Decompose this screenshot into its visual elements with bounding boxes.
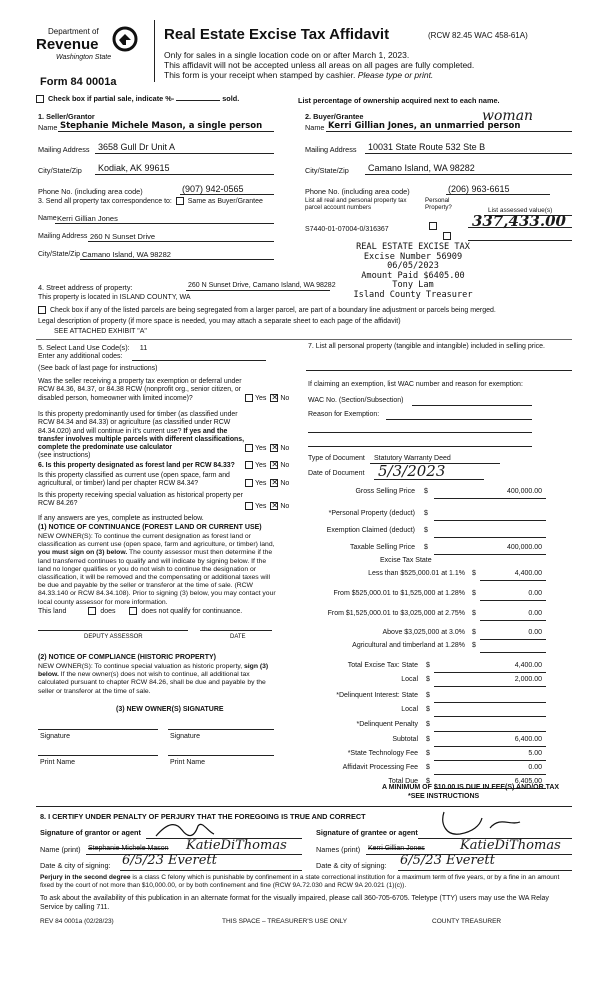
q-historic-answer: Yes ✕ No bbox=[243, 502, 289, 510]
partial-sale-row: Check box if partial sale, indicate %- sold. bbox=[36, 94, 239, 103]
land-does-checkbox[interactable] bbox=[88, 607, 96, 615]
subtitle-2: This affidavit will not be accepted unless all areas on all pages are fully completed. bbox=[164, 60, 475, 70]
minimum-note: A MINIMUM OF $10.00 IS DUE IN FEE(S) AND/OR TAX bbox=[382, 784, 560, 791]
taxable-label: Taxable Selling Price bbox=[350, 544, 415, 551]
buyer-mailing-label: Mailing Address bbox=[305, 145, 357, 154]
stamp-line-3: 06/05/2023 bbox=[387, 261, 439, 272]
buyer-mailing-field[interactable]: 10031 State Route 532 Ste B bbox=[368, 142, 486, 152]
print1-label: Print Name bbox=[40, 759, 76, 766]
stamp-line-1: REAL ESTATE EXCISE TAX bbox=[356, 242, 470, 252]
total-state-currency: $ bbox=[426, 662, 430, 669]
tier2-field[interactable]: 0.00 bbox=[528, 590, 542, 597]
grantee-print-scribble[interactable]: KatieDiThomas bbox=[460, 838, 561, 853]
seller-name-label: Name bbox=[38, 123, 58, 132]
dept-line-2: Revenue bbox=[36, 36, 99, 53]
grantee-name-field[interactable]: Kerri Gillian Jones bbox=[368, 845, 425, 852]
corr-mailing-field[interactable]: 260 N Sunset Drive bbox=[90, 232, 156, 241]
wac-label: WAC No. (Section/Subsection) bbox=[308, 397, 404, 404]
notice-continuance-heading: (1) NOTICE OF CONTINUANCE (FOREST LAND OR CURRENT USE) bbox=[38, 524, 262, 531]
dept-line-3: Washington State bbox=[56, 54, 112, 61]
if-any-note: If any answers are yes, complete as instructed below. bbox=[38, 515, 204, 522]
ownership-note: List percentage of ownership acquired next to each name. bbox=[298, 96, 500, 105]
buyer-phone-label: Phone No. (including area code) bbox=[305, 187, 410, 196]
total-currency: $ bbox=[426, 778, 430, 785]
exemption-label: If claiming an exemption, list WAC number and reason for exemption: bbox=[308, 381, 523, 388]
excise-state-label: Excise Tax State bbox=[380, 557, 432, 564]
q-timber: Is this property predominantly used for timber (as classified under RCW 84.34 and 84.33) or agriculture (as classified under RCW 84.34.020) and will continue in it's current use? If yes and the transfer involves multiple parcels with different classifications, complete the predominate use calculator (see instructions) bbox=[38, 411, 245, 460]
form-number: Form 84 0001a bbox=[40, 76, 117, 88]
grantor-signature[interactable] bbox=[148, 818, 268, 840]
tech-fee-field[interactable]: 5.00 bbox=[528, 750, 542, 757]
seller-city-label: City/State/Zip bbox=[38, 166, 82, 175]
corr-city-label: City/State/Zip bbox=[38, 251, 81, 258]
rev-number: REV 84 0001a (02/28/23) bbox=[40, 918, 114, 925]
new-owner-signature-heading: (3) NEW OWNER(S) SIGNATURE bbox=[116, 706, 224, 713]
q5-no-checkbox[interactable] bbox=[270, 502, 278, 510]
grantee-date-label: Date & city of signing: bbox=[316, 861, 387, 870]
sig1-label: Signature bbox=[40, 733, 70, 740]
q2-yes-checkbox[interactable] bbox=[245, 444, 253, 452]
legal-description-label: Legal description of property (if more space is needed, you may attach a separate sheet to each page of the affidavit) bbox=[38, 318, 401, 325]
parcel-list-label: List all real and personal property tax parcel account numbers bbox=[305, 197, 407, 212]
see-instructions-note: *SEE INSTRUCTIONS bbox=[408, 793, 480, 800]
q2-no-checkbox[interactable] bbox=[270, 444, 278, 452]
processing-fee-field[interactable]: 0.00 bbox=[528, 764, 542, 771]
delinq-state-currency: $ bbox=[426, 692, 430, 699]
doc-type-label: Type of Document bbox=[308, 455, 365, 462]
gross-field[interactable]: 400,000.00 bbox=[506, 488, 542, 495]
notice-compliance-text: NEW OWNER(S): To continue special valuation as historic property, sign (3) below. If the new owner(s) does not wish to continue, all additional tax calculated pursuant to chapter RCW 84.26, shall be due and payable by the seller or transferor at the time of sale. bbox=[38, 663, 269, 695]
total-due-label: Total Due bbox=[388, 778, 418, 785]
same-as-buyer-checkbox[interactable] bbox=[176, 197, 184, 205]
grantee-date-field[interactable]: 6/5/23 Everett bbox=[400, 853, 495, 868]
personal-property-label: Personal Property? bbox=[425, 197, 452, 212]
exemption-currency: $ bbox=[424, 527, 428, 534]
buyer-name-field[interactable]: Kerri Gillian Jones, an unmarried person bbox=[328, 121, 521, 131]
section7-heading: 7. List all personal property (tangible and intangible) included in selling price. bbox=[308, 343, 545, 350]
delinq-local-label: Local bbox=[401, 706, 418, 713]
buyer-name-label: Name bbox=[305, 123, 325, 132]
q-timber-answer: Yes ✕ No bbox=[243, 444, 289, 452]
dept-line-1: Department of bbox=[48, 27, 99, 36]
buyer-city-field[interactable]: Camano Island, WA 98282 bbox=[368, 163, 475, 173]
rcw-reference: (RCW 82.45 WAC 458-61A) bbox=[428, 31, 528, 40]
grantee-sig-label: Signature of grantee or agent bbox=[316, 828, 418, 837]
q-exemption-answer: Yes ✕ No bbox=[243, 394, 289, 402]
availability-notice: To ask about the availability of this publication in an alternate format for the visually impaired, please call 360-705-6705. Teletype (TTY) users may use the WA Relay Service by calling 711. bbox=[40, 895, 549, 911]
county-treasurer-label: COUNTY TREASURER bbox=[432, 918, 502, 925]
delinq-penalty-label: *Delinquent Penalty bbox=[356, 721, 418, 728]
taxable-currency: $ bbox=[424, 544, 428, 551]
wa-logo-icon bbox=[112, 26, 138, 52]
subtitle-1: Only for sales in a single location code on or after March 1, 2023. bbox=[164, 50, 410, 60]
personal-deduct-label: *Personal Property (deduct) bbox=[328, 510, 415, 517]
delinq-state-label: *Delinquent Interest: State bbox=[336, 692, 418, 699]
see-back-note: (See back of last page for instructions) bbox=[38, 365, 158, 372]
tier3-currency: $ bbox=[472, 610, 476, 617]
tier3-field[interactable]: 0.00 bbox=[528, 610, 542, 617]
tier2-label: From $525,000.01 to $1,525,000 at 1.28% bbox=[333, 590, 465, 597]
sig2-label: Signature bbox=[170, 733, 200, 740]
stamp-line-2: Excise Number 56909 bbox=[363, 251, 463, 262]
q-exemption: Was the seller receiving a property tax exemption or deferral under RCW 84.36, 84.37, or 84.38 RCW (nonprofit org., senior citizen, or disabled person, homeowner with limited income)? bbox=[38, 378, 242, 402]
tech-fee-label: *State Technology Fee bbox=[347, 750, 418, 757]
property-street-field[interactable]: 260 N Sunset Drive, Camano Island, WA 98282 bbox=[188, 282, 336, 289]
stamp-line-4: Amount Paid $6405.00 bbox=[361, 270, 465, 281]
land-does-not-checkbox[interactable] bbox=[129, 607, 137, 615]
legal-description-field[interactable]: SEE ATTACHED EXHIBIT "A" bbox=[54, 328, 147, 335]
property-county: This property is located in ISLAND COUNTY, WA bbox=[38, 294, 191, 301]
local-label: Local bbox=[401, 676, 418, 683]
tier4-field[interactable]: 0.00 bbox=[528, 629, 542, 636]
seller-phone-label: Phone No. (including area code) bbox=[38, 187, 143, 196]
gross-label: Gross Selling Price bbox=[355, 488, 415, 495]
continuance-row: This land does does not qualify for continuance. bbox=[38, 607, 243, 615]
doc-date-field[interactable]: 5/3/2023 bbox=[378, 462, 446, 480]
reason-label: Reason for Exemption: bbox=[308, 411, 380, 418]
buyer-annotation: woman bbox=[482, 108, 534, 124]
grantee-signature[interactable] bbox=[430, 806, 540, 840]
tier1-currency: $ bbox=[472, 570, 476, 577]
buyer-city-label: City/State/Zip bbox=[305, 166, 349, 175]
grantor-sig-label: Signature of grantor or agent bbox=[40, 828, 141, 837]
tier1-field[interactable]: 4,400.00 bbox=[514, 570, 542, 577]
tier4-currency: $ bbox=[472, 629, 476, 636]
deputy-assessor-label: DEPUTY ASSESSOR bbox=[84, 634, 143, 640]
deputy-date-label: DATE bbox=[230, 634, 246, 640]
proc-currency: $ bbox=[426, 764, 430, 771]
grantor-date-label: Date & city of signing: bbox=[40, 861, 111, 870]
q-forest-answer: Yes ✕ No bbox=[243, 461, 289, 469]
q1-no-checkbox[interactable] bbox=[270, 394, 278, 402]
assessed-value-field[interactable]: 337,433.00 bbox=[472, 212, 566, 230]
q4-no-checkbox[interactable] bbox=[270, 479, 278, 487]
delinq-penalty-currency: $ bbox=[426, 721, 430, 728]
print2-label: Print Name bbox=[170, 759, 206, 766]
doc-date-label: Date of Document bbox=[308, 470, 365, 477]
doc-type-field[interactable]: Statutory Warranty Deed bbox=[374, 455, 451, 462]
segregation-row: Check box if any of the listed parcels are being segregated from a larger parcel, are part of a boundary line adjustment or parcels being merged. bbox=[38, 306, 496, 314]
q3-yes-checkbox[interactable] bbox=[245, 461, 253, 469]
grantor-date-field[interactable]: 6/5/23 Everett bbox=[122, 853, 217, 868]
seller-heading: 1. Seller/Grantor bbox=[38, 112, 95, 121]
q3-no-checkbox[interactable] bbox=[270, 461, 278, 469]
local-field[interactable]: 2,000.00 bbox=[514, 676, 542, 683]
additional-codes-label: Enter any additional codes: bbox=[38, 353, 123, 360]
corr-mailing-label: Mailing Address bbox=[38, 233, 88, 240]
tier2-currency: $ bbox=[472, 590, 476, 597]
tier5-label: Agricultural and timberland at 1.28% bbox=[352, 642, 465, 649]
taxable-field[interactable]: 400,000.00 bbox=[506, 544, 542, 551]
personal-property-checkbox-2[interactable] bbox=[443, 232, 451, 240]
stamp-line-5: Tony Lam bbox=[392, 280, 434, 291]
subtitle-3: This form is your receipt when stamped by cashier. Please type or print. bbox=[164, 70, 434, 80]
seller-mailing-field[interactable]: 3658 Gull Dr Unit A bbox=[98, 142, 176, 152]
parcel-number: S7440-01-07004-0/316367 bbox=[305, 226, 389, 233]
subtotal-currency: $ bbox=[426, 736, 430, 743]
seller-name-field[interactable]: Stephanie Michele Mason, a single person bbox=[60, 121, 263, 131]
q4-yes-checkbox[interactable] bbox=[245, 479, 253, 487]
grantor-name-label: Name (print) bbox=[40, 845, 81, 854]
q-forest: 6. Is this property designated as forest land per RCW 84.33? bbox=[38, 462, 235, 469]
correspondence-row: 3. Send all property tax correspondence to: Same as Buyer/Grantee bbox=[38, 197, 263, 205]
corr-city-field[interactable]: Camano Island, WA 98282 bbox=[82, 250, 171, 259]
buyer-heading: 2. Buyer/Grantee bbox=[305, 112, 364, 121]
local-currency: $ bbox=[426, 676, 430, 683]
processing-fee-label: Affidavit Processing Fee bbox=[342, 764, 418, 771]
stamp-line-6: Island County Treasurer bbox=[353, 289, 473, 300]
exemption-deduct-label: Exemption Claimed (deduct) bbox=[326, 527, 415, 534]
total-state-label: Total Excise Tax: State bbox=[347, 662, 418, 669]
notice-continuance-text: NEW OWNER(S): To continue the current designation as forest land or classification as current use (open space, farm and agriculture, or timber) land, you must sign on (3) below. The county assessor must then determine if the land transferred continues to qualify and will indicate by signing below. If the land no longer qualifies or you do not wish to continue the designation or classification, it will be removed and the compensating or additional taxes will be due and payable by the seller or transferor at the time of sale. (RCW 84.33.140 or RCW 84.34.108). Prior to signing (3) below, you may contact your local county assessor for more information. bbox=[38, 533, 276, 606]
q-current-use: Is this property classified as current use (open space, farm and agricultural, or timber) land per chapter RCW 84.34? bbox=[38, 472, 230, 488]
property-heading: 4. Street address of property: bbox=[38, 283, 133, 292]
q-historic: Is this property receiving special valuation as historical property per RCW 84.26? bbox=[38, 492, 243, 508]
personal-currency: $ bbox=[424, 510, 428, 517]
tech-currency: $ bbox=[426, 750, 430, 757]
grantor-name-field[interactable]: Stephanie Michele Mason bbox=[88, 845, 169, 852]
treasurer-stamp bbox=[338, 243, 488, 301]
tax-table bbox=[300, 486, 580, 798]
tier1-label: Less than $525,000.01 at 1.1% bbox=[368, 570, 465, 577]
buyer-phone-field[interactable]: (206) 963-6615 bbox=[448, 184, 510, 194]
department-logo bbox=[36, 24, 148, 70]
corr-name-field[interactable]: Kerri Gillian Jones bbox=[57, 214, 118, 223]
q-current-use-answer: Yes ✕ No bbox=[243, 479, 289, 487]
seller-phone-field[interactable]: (907) 942-0565 bbox=[182, 184, 244, 194]
personal-property-checkbox-1[interactable] bbox=[429, 222, 437, 230]
tier3-label: From $1,525,000.01 to $3,025,000 at 2.75% bbox=[327, 610, 465, 617]
gross-currency: $ bbox=[424, 488, 428, 495]
seller-city-field[interactable]: Kodiak, AK 99615 bbox=[98, 163, 170, 173]
delinq-local-currency: $ bbox=[426, 706, 430, 713]
q1-yes-checkbox[interactable] bbox=[245, 394, 253, 402]
q5-yes-checkbox[interactable] bbox=[245, 502, 253, 510]
land-use-row: 5. Select Land Use Code(s): 11 bbox=[38, 343, 148, 352]
tier4-label: Above $3,025,000 at 3.0% bbox=[382, 629, 465, 636]
subtotal-label: Subtotal bbox=[392, 736, 418, 743]
certify-heading: 8. I CERTIFY UNDER PENALTY OF PERJURY THAT THE FOREGOING IS TRUE AND CORRECT bbox=[40, 812, 366, 821]
grantee-names-label: Names (print) bbox=[316, 845, 361, 854]
tier5-currency: $ bbox=[472, 642, 476, 649]
total-state-field[interactable]: 4,400.00 bbox=[514, 662, 542, 669]
grantor-print-scribble[interactable]: KatieDiThomas bbox=[186, 838, 287, 853]
assessed-value-label: List assessed value(s) bbox=[488, 207, 553, 214]
page-title: Real Estate Excise Tax Affidavit bbox=[164, 26, 390, 43]
partial-sale-checkbox[interactable] bbox=[36, 95, 44, 103]
segregation-checkbox[interactable] bbox=[38, 306, 46, 314]
perjury-notice: Perjury in the second degree is a class C felony which is punishable by confinement in a state correctional institution for a maximum term of five years, or by a fine in an amount fixed by the court of not more than $10,000.00, or by both confinement and fine (RCW 9A.72.030 and RCW 9A 20.021 (1)(c)). bbox=[40, 874, 560, 889]
seller-mailing-label: Mailing Address bbox=[38, 145, 90, 154]
corr-name-label: Name bbox=[38, 215, 57, 222]
subtotal-field[interactable]: 6,400.00 bbox=[514, 736, 542, 743]
notice-compliance-heading: (2) NOTICE OF COMPLIANCE (HISTORIC PROPERTY) bbox=[38, 654, 216, 661]
treasurer-space-label: THIS SPACE – TREASURER'S USE ONLY bbox=[222, 918, 348, 925]
land-use-code[interactable]: 11 bbox=[139, 343, 148, 352]
total-due-field[interactable]: 6,405.00 bbox=[514, 778, 542, 785]
